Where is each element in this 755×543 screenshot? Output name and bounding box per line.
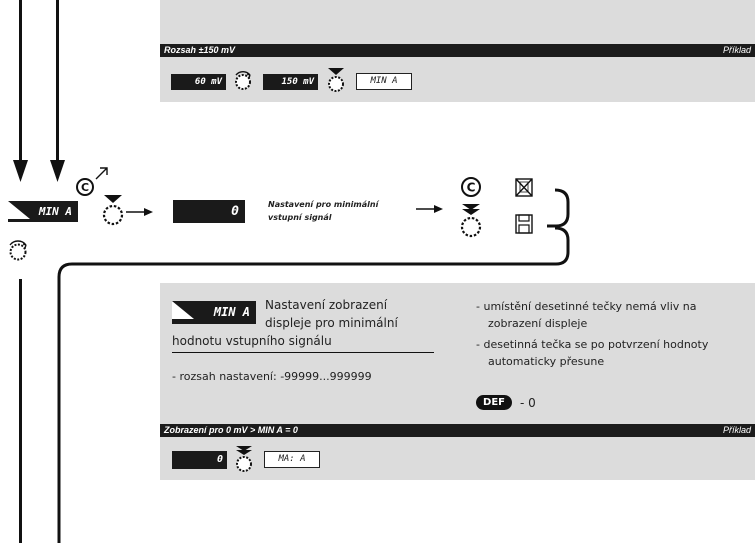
flow-line-left-top [19, 0, 22, 160]
info-title-underline [172, 352, 434, 353]
bottom-lcd-1: 0 [172, 451, 227, 469]
info-bullet1-line2: zobrazení displeje [488, 317, 588, 330]
def-value: - 0 [520, 396, 536, 410]
top-lcd-1: 60 mV [171, 74, 226, 90]
top-example-bar [160, 44, 755, 57]
flow-note-line1: Nastavení pro minimální [268, 200, 379, 209]
svg-text:C: C [80, 181, 90, 194]
flow-note-line2: vstupní signál [268, 213, 332, 222]
rotary-knob-icon[interactable] [6, 237, 30, 263]
arrow-down-icon [49, 160, 66, 182]
flow-line-left-bottom [19, 279, 22, 543]
flow-menu-label: MIN A [38, 205, 72, 218]
top-bar-example: Příklad [722, 45, 751, 55]
svg-text:C: C [466, 180, 476, 195]
info-bullet2-line1: - desetinná tečka se po potvrzení hodnoty [476, 338, 709, 351]
bottom-lcd-out: MA: A [264, 451, 320, 468]
info-range: - rozsah nastavení: -99999...999999 [172, 370, 372, 383]
info-bullet1-line1: - umístění desetinné tečky nemá vliv na [476, 300, 697, 313]
rotary-push-icon[interactable] [325, 66, 347, 94]
info-title-line2: displeje pro minimální [265, 316, 398, 330]
bottom-bar-example: Příklad [722, 425, 751, 435]
bottom-bar-title: Zobrazení pro 0 mV > MIN A = 0 [164, 425, 298, 435]
top-bar-title: Rozsah ±150 mV [164, 45, 235, 55]
def-badge: DEF [476, 395, 512, 410]
info-title-line1: Nastavení zobrazení [265, 298, 388, 312]
flow-value-display: 0 [173, 200, 245, 223]
info-title-line3: hodnotu vstupního signálu [172, 334, 332, 348]
arrow-down-icon [12, 160, 29, 182]
top-lcd-out: MIN A [356, 73, 412, 90]
bottom-example-bar [160, 424, 755, 437]
rotary-push-icon[interactable] [233, 445, 255, 473]
arrow-up-right-icon [94, 165, 110, 181]
info-menu-display [172, 301, 256, 324]
info-menu-label: MIN A [213, 305, 250, 319]
flow-line-right-top [56, 0, 59, 160]
top-lcd-2: 150 mV [263, 74, 318, 90]
info-bullet2-line2: automaticky přesune [488, 355, 605, 368]
rotary-knob-icon[interactable] [232, 69, 254, 93]
